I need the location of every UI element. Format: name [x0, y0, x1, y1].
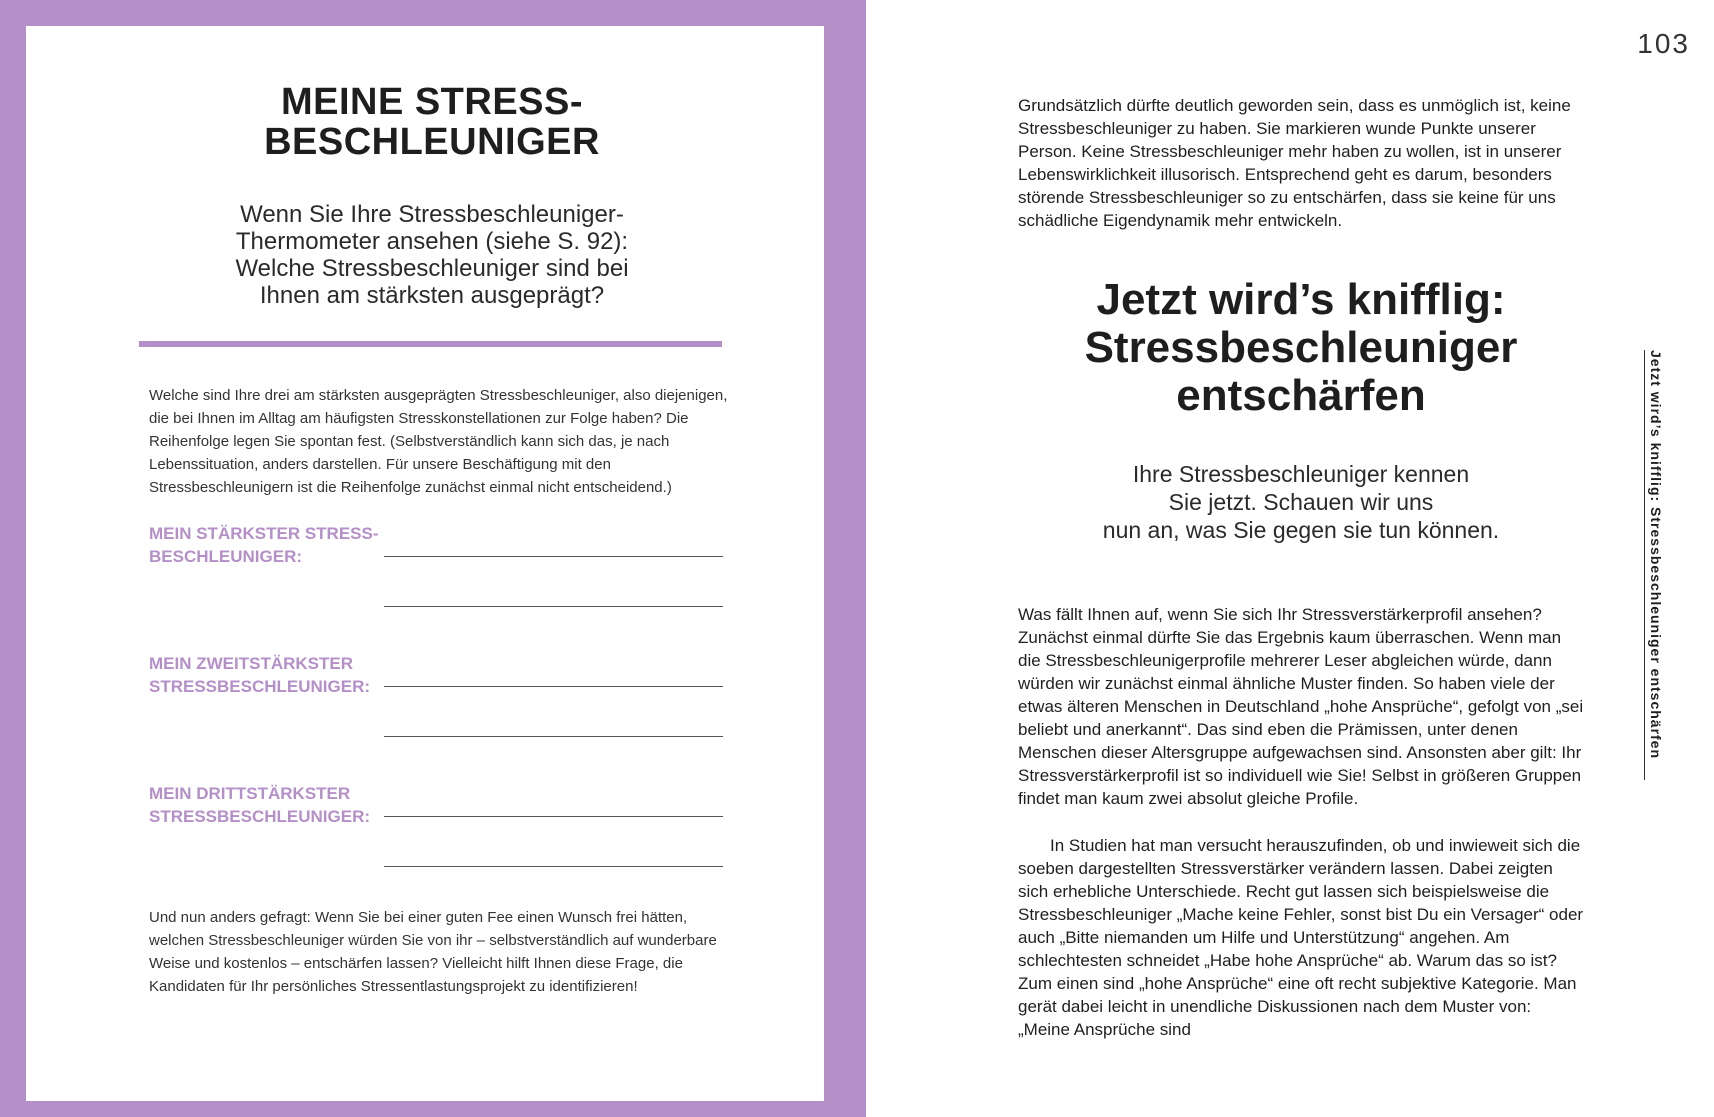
field-label-second: [149, 652, 379, 698]
write-in-line[interactable]: [384, 556, 723, 557]
section-heading-line: entschärfen: [1176, 371, 1426, 420]
field-label-line: STRESSBESCHLEUNIGER:: [149, 677, 371, 696]
section-intro-line: Ihre Stressbeschleuniger kennen: [1132, 461, 1470, 487]
field-label-line: MEIN DRITTSTÄRKSTER: [149, 784, 351, 803]
section-heading: [1018, 276, 1584, 420]
field-label-strongest: [149, 522, 379, 568]
write-in-line[interactable]: [384, 606, 723, 607]
exercise-box: [26, 26, 824, 1101]
field-label-line: STRESSBESCHLEUNIGER:: [149, 807, 371, 826]
box-title-line: BESCHLEUNIGER: [264, 121, 600, 163]
field-label-line: MEIN ZWEITSTÄRKSTER: [149, 654, 353, 673]
write-in-line[interactable]: [384, 736, 723, 737]
box-divider: [139, 341, 722, 347]
field-label-line: MEIN STÄRKSTER STRESS-: [149, 524, 379, 543]
body-paragraph: Grundsätzlich dürfte deutlich geworden sein, dass es unmöglich ist, keine Stressbeschleuniger zu haben. Sie markieren wunde Punkte unserer Person. Keine Stressbeschleuniger mehr haben zu wollen, ist in unserer Lebenswirklichkeit illusorisch. Entsprechend geht es darum, besonders störende Stressbeschleuniger so zu entschärfen, dass sie keine für uns schädliche Eigendynamik mehr entwickeln.: [1018, 96, 1571, 230]
section-heading-line: Jetzt wird’s knifflig:: [1096, 275, 1506, 324]
chapter-side-tab-label: Jetzt wird’s knifflig: Stressbeschleuniger entschärfen: [1648, 350, 1664, 760]
field-label-line: BESCHLEUNIGER:: [149, 547, 303, 566]
chapter-side-tab: [1644, 350, 1667, 780]
box-instructions: Welche sind Ihre drei am stärksten ausgeprägten Stressbeschleuniger, also diejenigen, die bei Ihnen im Alltag am häufigsten Stresskonstellationen zur Folge haben? Die Reihenfolge legen Sie spontan fest. (Selbstverständlich kann sich das, je nach Lebenssituation, anders darstellen. Für unsere Beschäftigung mit den Stressbeschleunigern ist die Reihenfolge zunächst einmal nicht entscheidend.): [149, 387, 728, 496]
write-in-line[interactable]: [384, 816, 723, 817]
section-intro-line: Sie jetzt. Schauen wir uns: [1168, 489, 1434, 515]
box-outro: Und nun anders gefragt: Wenn Sie bei einer guten Fee einen Wunsch frei hätten, welchen Stressbeschleuniger würden Sie von ihr – selbstverständlich auf wunderbare Weise und kostenlos – entschärfen lassen? Vielleicht hilft Ihnen diese Frage, die Kandidaten für Ihr persönliches Stressentlastungsprojekt zu identifizieren!: [149, 909, 717, 995]
box-title: [26, 82, 838, 162]
field-label-third: [149, 782, 379, 828]
section-intro-line: nun an, was Sie gegen sie tun können.: [1102, 517, 1500, 543]
section-intro: [1018, 460, 1584, 544]
write-in-line[interactable]: [384, 866, 723, 867]
box-intro: Wenn Sie Ihre Stressbeschleuniger-Thermometer ansehen (siehe S. 92): Welche Stressbeschleuniger sind bei Ihnen am stärksten ausgeprägt?: [235, 201, 629, 309]
page-number: 103: [1637, 28, 1690, 59]
body-paragraph: Was fällt Ihnen auf, wenn Sie sich Ihr Stressverstärkerprofil ansehen? Zunächst einmal dürfte Sie das Ergebnis kaum überraschen. Wenn man die Stressbeschleunigerprofile mehrerer Leser abgleichen würde, dann würden wir zunächst einmal ähnliche Muster finden. So haben viele der etwas älteren Menschen in Deutschland „hohe Ansprüche“, gefolgt von „sei beliebt und anerkannt“. Das sind eben die Prämissen, unter denen Menschen dieser Altersgruppe aufgewachsen sind. Ansonsten aber gilt: Ihr Stressverstärkerprofil ist so individuell wie Sie! Selbst in größeren Gruppen findet man kaum zwei absolut gleiche Profile.: [1018, 605, 1584, 808]
write-in-line[interactable]: [384, 686, 723, 687]
body-paragraph: In Studien hat man versucht herauszufinden, ob und inwieweit sich die soeben dargestellten Stressverstärker verändern lassen. Dabei zeigten sich erhebliche Unterschiede. Recht gut lassen sich beispielsweise die Stressbeschleuniger „Mache keine Fehler, sonst bist Du ein Versager“ oder auch „Bitte niemanden um Hilfe und Unterstützung“ angehen. Am schlechtesten schneidet „Habe hohe Ansprüche“ ab. Warum das so ist? Zum einen sind „hohe Ansprüche“ eine oft recht subjektive Kategorie. Man gerät dabei leicht in unendliche Diskussionen nach dem Muster von: „Meine Ansprüche sind: [1018, 836, 1584, 1039]
section-heading-line: Stressbeschleuniger: [1084, 323, 1518, 372]
box-title-line: MEINE STRESS-: [280, 81, 584, 123]
